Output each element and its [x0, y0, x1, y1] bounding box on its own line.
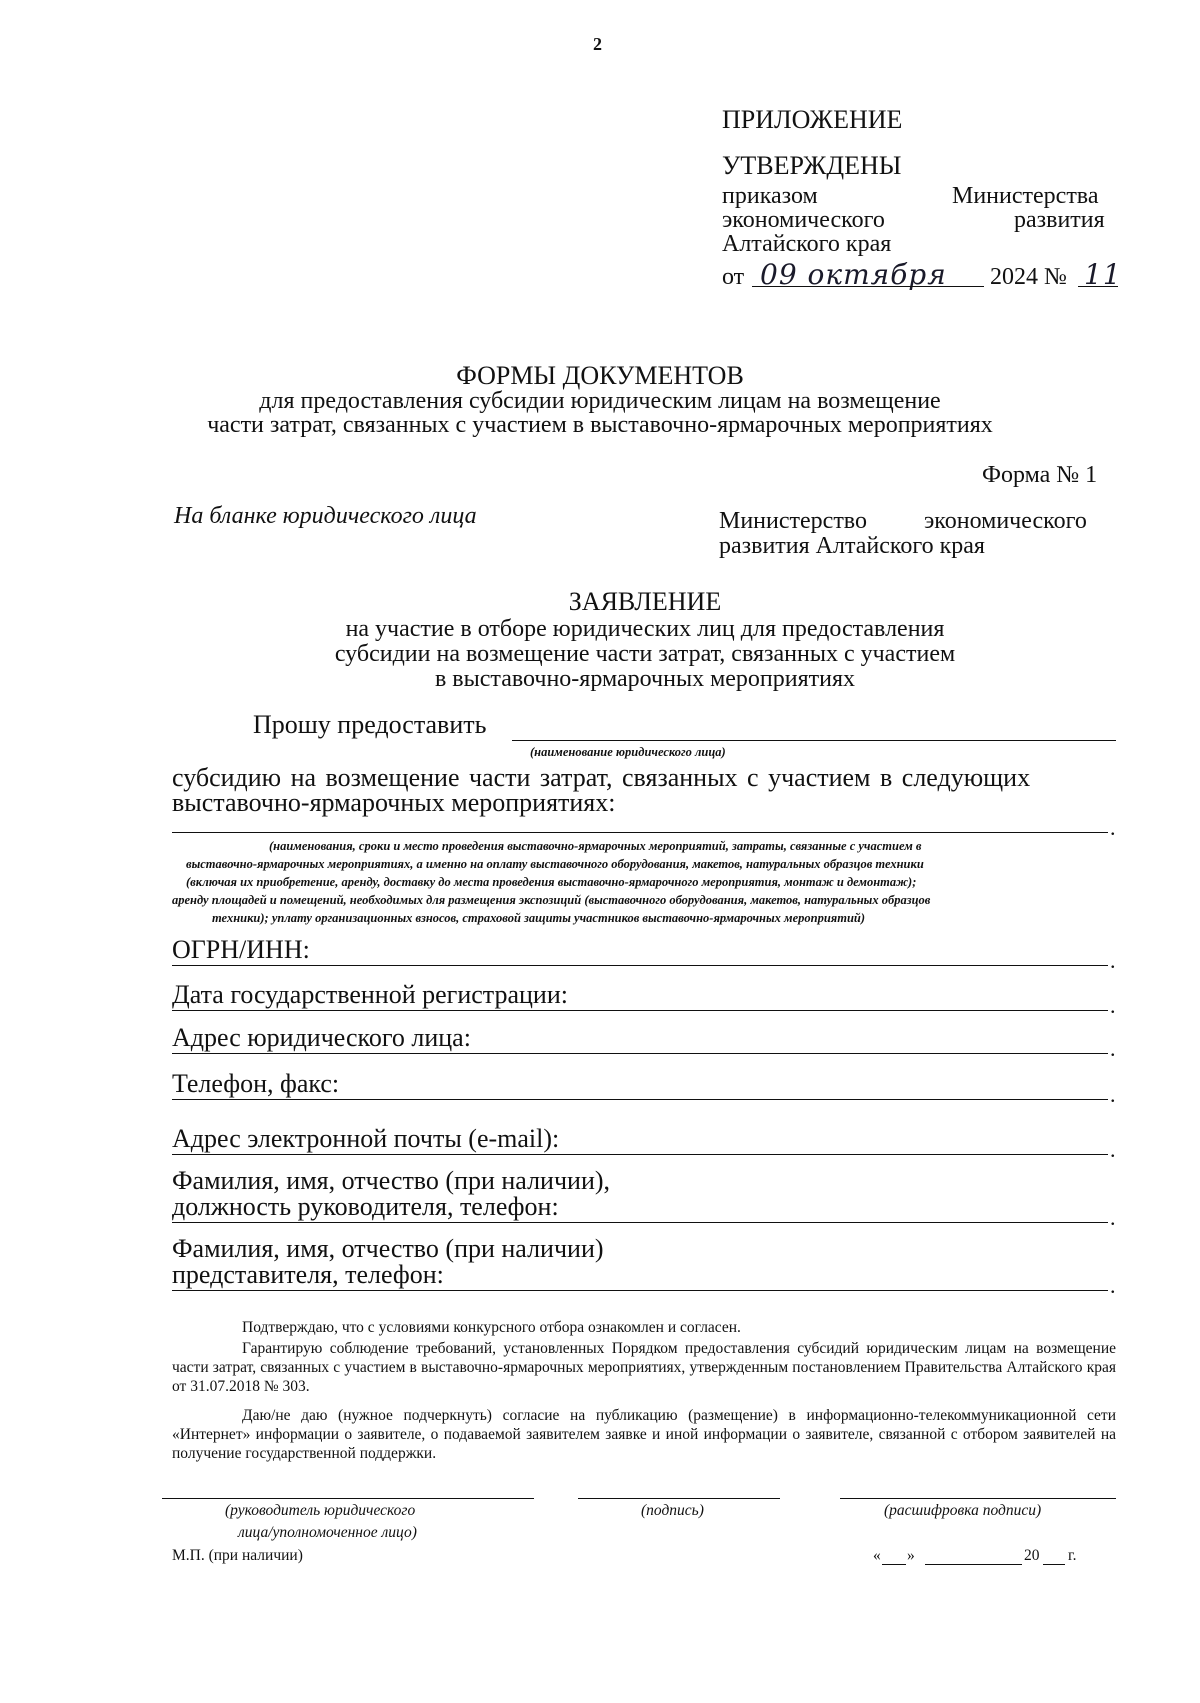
events-caption-line4: аренду площадей и помещений, необходимых для размещения экспозиций (выставочного оборудования, макетов, натуральных образцов [172, 893, 931, 907]
stamp-label: М.П. (при наличии) [172, 1547, 303, 1564]
declaration-consent: Даю/не даю (нужное подчеркнуть) согласие на публикацию (размещение) в информационно-телекоммуникационной сети «Интернет» информации о заявителе, о подаваемой заявителем заявке и иной информации о заявителе, связанной с отбором заявителей на получение государственной поддержки. [172, 1407, 1116, 1462]
addressee-line2: развития Алтайского края [719, 533, 985, 559]
head-signature-caption-line1: (руководитель юридического [225, 1502, 416, 1519]
statement-line2: субсидии на возмещение части затрат, связанных с участием [334, 641, 956, 667]
order-line1-left: приказом [722, 183, 818, 209]
email-label: Адрес электронной почты (e-mail): [172, 1124, 560, 1153]
ogrn-line[interactable] [172, 965, 1108, 966]
order-line2-right: развития [1014, 207, 1105, 233]
year-number-label: 2024 № [990, 264, 1067, 290]
rep-dot: . [1110, 1273, 1116, 1298]
date-year-prefix: 20 [1024, 1547, 1040, 1564]
entity-name-caption: (наименование юридического лица) [530, 745, 726, 759]
email-line[interactable] [172, 1154, 1108, 1155]
date-year-line[interactable] [1043, 1564, 1065, 1565]
handwritten-date: 09 октября [760, 258, 947, 291]
date-prefix: от [722, 264, 745, 290]
forms-subtitle-line2: части затрат, связанных с участием в выставочно-ярмарочных мероприятиях [207, 412, 993, 438]
request-line2: выставочно-ярмарочных мероприятиях: [172, 788, 616, 817]
order-line3: Алтайского края [722, 231, 892, 257]
reg-date-dot: . [1110, 993, 1116, 1018]
address-dot: . [1110, 1036, 1116, 1061]
forms-subtitle-line1: для предоставления субсидии юридическим лицам на возмещение [259, 388, 941, 414]
addressee-line1-right: экономического [924, 508, 1087, 534]
phone-dot: . [1110, 1082, 1116, 1107]
address-label: Адрес юридического лица: [172, 1023, 471, 1052]
number-underline [1078, 286, 1118, 287]
date-quote-open: « [873, 1547, 881, 1564]
events-caption-line2: выставочно-ярмарочных мероприятиях, а именно на оплату выставочного оборудования, макетов, натуральных образцов техники [186, 857, 924, 871]
statement-title: ЗАЯВЛЕНИЕ [568, 587, 722, 616]
date-year-suffix: г. [1068, 1547, 1077, 1564]
request-prefix: Прошу предоставить [253, 710, 487, 739]
date-day-line[interactable] [882, 1564, 906, 1565]
date-underline [752, 286, 984, 287]
order-line1-right: Министерства [952, 183, 1099, 209]
date-month-line[interactable] [925, 1564, 1022, 1565]
addressee-line1-left: Министерство [719, 508, 867, 534]
head-signature-caption-line2: лица/уполномоченное лицо) [238, 1524, 417, 1541]
phone-label: Телефон, факс: [172, 1069, 340, 1098]
forms-title: ФОРМЫ ДОКУМЕНТОВ [456, 361, 744, 390]
events-line-dot: . [1110, 815, 1116, 840]
page-number: 2 [593, 34, 602, 54]
rep-label-line2: представителя, телефон: [172, 1260, 444, 1289]
signature-decode-line[interactable] [840, 1498, 1116, 1499]
address-line[interactable] [172, 1053, 1108, 1054]
events-line [172, 832, 1108, 833]
signature-decode-caption: (расшифровка подписи) [884, 1502, 1042, 1519]
handwritten-number: 11 [1084, 258, 1122, 291]
entity-name-line [512, 740, 1116, 741]
letterhead-note: На бланке юридического лица [174, 503, 477, 529]
rep-label-line1: Фамилия, имя, отчество (при наличии) [172, 1234, 604, 1263]
reg-date-line[interactable] [172, 1010, 1108, 1011]
appendix-label: ПРИЛОЖЕНИЕ [722, 105, 903, 134]
events-caption-line1: (наименования, сроки и место проведения выставочно-ярмарочных мероприятий, затраты, связанные с участием в [269, 839, 922, 853]
events-caption-line5: техники); уплату организационных взносов, страховой защиты участников выставочно-ярмарочных мероприятий) [212, 911, 866, 925]
head-signature-line[interactable] [162, 1498, 534, 1499]
rep-line[interactable] [172, 1290, 1108, 1291]
reg-date-label: Дата государственной регистрации: [172, 980, 568, 1009]
ogrn-label: ОГРН/ИНН: [172, 935, 310, 964]
head-line[interactable] [172, 1222, 1108, 1223]
head-label-line2: должность руководителя, телефон: [172, 1192, 559, 1221]
declaration-confirm: Подтверждаю, что с условиями конкурсного отбора ознакомлен и согласен. [242, 1319, 741, 1336]
signature-line[interactable] [578, 1498, 780, 1499]
head-label-line1: Фамилия, имя, отчество (при наличии), [172, 1166, 611, 1195]
declaration-guarantee: Гарантирую соблюдение требований, установленных Порядком предоставления субсидий юридическим лицам на возмещение части затрат, связанных с участием в выставочно-ярмарочных мероприятиях, утвержденным постановлением Правительства Алтайского края от 31.07.2018 № 303. [172, 1340, 1116, 1395]
email-dot: . [1110, 1137, 1116, 1162]
request-line1: субсидию на возмещение части затрат, связанных с участием в следующих [172, 763, 1031, 792]
form-number: Форма № 1 [982, 462, 1098, 488]
signature-caption: (подпись) [641, 1502, 704, 1519]
order-line2-left: экономического [722, 207, 885, 233]
statement-line1: на участие в отборе юридических лиц для предоставления [345, 616, 945, 642]
head-dot: . [1110, 1205, 1116, 1230]
approved-label: УТВЕРЖДЕНЫ [722, 151, 902, 180]
date-quote-close: » [907, 1547, 915, 1564]
ogrn-dot: . [1110, 948, 1116, 973]
statement-line3: в выставочно-ярмарочных мероприятиях [434, 666, 856, 692]
phone-line[interactable] [172, 1099, 1108, 1100]
events-caption-line3: (включая их приобретение, аренду, доставку до места проведения выставочно-ярмарочного мероприятия, монтаж и демонтаж); [186, 875, 917, 889]
